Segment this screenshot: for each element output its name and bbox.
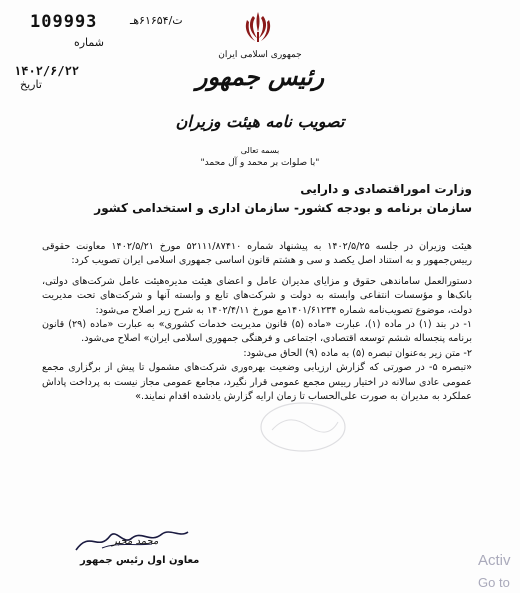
overlay-line-1: Activ <box>478 552 511 569</box>
signatory-title: معاون اول رئیس جمهور <box>80 555 200 566</box>
bismillah: بسمه تعالی <box>240 146 280 155</box>
date-label: تاریخ <box>20 78 42 91</box>
salavat: "با صلوات بر محمد و آل محمد" <box>200 158 320 168</box>
activate-windows-overlay <box>478 552 511 590</box>
body-paragraph: دستورالعمل ساماندهی حقوق و مزایای مدیران عامل و اعضای هیئت مدیره‌هیئت عامل شرکت‌های دولتی، بانک‌ها و مؤسسات انتفاعی وابسته به دولت و شرکت‌های تابع و وابسته آنها و شرکت‌های تحت مدیریت دولت، موضوع تصویب‌نامه شماره ۱۴۰۱/۶۱۲۳۴مع مورخ ۱۴۰۲/۴/۱۱ به شرح زیر اصلاح می‌شود: <box>42 275 472 316</box>
overlay-line-2: Go to <box>478 575 510 590</box>
body-paragraph: هیئت وزیران در جلسه ۱۴۰۲/۵/۲۵ به پیشنهاد شماره ۵۲۱۱۱/۸۷۴۱۰ مورخ ۱۴۰۲/۵/۲۱ معاونت حقوقی رییس‌جمهور و به استناد اصل یکصد و سی و هشتم قانون اساسی جمهوری اسلامی ایران تصویب کرد: <box>42 241 472 267</box>
signatory-name: محمد مخبر <box>112 536 159 547</box>
number-row <box>14 36 104 49</box>
recipients-block <box>52 180 472 218</box>
decree-number: 109993 <box>30 12 98 32</box>
body-paragraph: ۲- متن زیر به‌عنوان تبصره (۵) به ماده (۹) الحاق می‌شود: <box>243 347 472 359</box>
president-heading: رئیس جمهور <box>195 62 325 91</box>
iran-emblem-icon <box>243 10 273 44</box>
republic-label: جمهوری اسلامی ایران <box>218 50 302 60</box>
decree-code: ت/۶۱۶۵۴هـ <box>130 14 183 27</box>
cabinet-heading: تصویب نامه هیئت وزیران <box>175 112 345 131</box>
date-value: ۱۴۰۲/۶/۲۲ <box>14 64 80 78</box>
recipient-line: وزارت اموراقتصادی و دارایی <box>300 182 472 196</box>
decree-body <box>42 240 472 404</box>
watermark-stamp-icon <box>258 400 348 454</box>
recipient-line: سازمان برنامه و بودجه کشور- سازمان اداری و استخدامی کشور <box>94 201 472 215</box>
body-paragraph: «تبصره ۵- در صورتی که گزارش ارزیابی وضعیت بهره‌وری شرکت‌های مشمول تا پیش از برگزاری مجمع عمومی عادی سالانه در اختیار رییس مجمع عمومی قرار نگیرد، مجامع عمومی مجاز نیست به پرداخت پاداش عملکرد به مدیران به صورت علی‌الحساب تا زمان ارایه گزارش یادشده اقدام نمایند.» <box>42 362 472 403</box>
number-label: شماره <box>73 36 104 49</box>
body-paragraph: ۱- در بند (۱) در ماده (۱)، عبارت «ماده (۵) قانون مدیریت خدمات کشوری» به عبارت «ماده (۲۹) قانون برنامه پنجساله ششم توسعه اقتصادی، اجتماعی و فرهنگی جمهوری اسلامی ایران» اصلاح می‌شود. <box>42 319 472 345</box>
